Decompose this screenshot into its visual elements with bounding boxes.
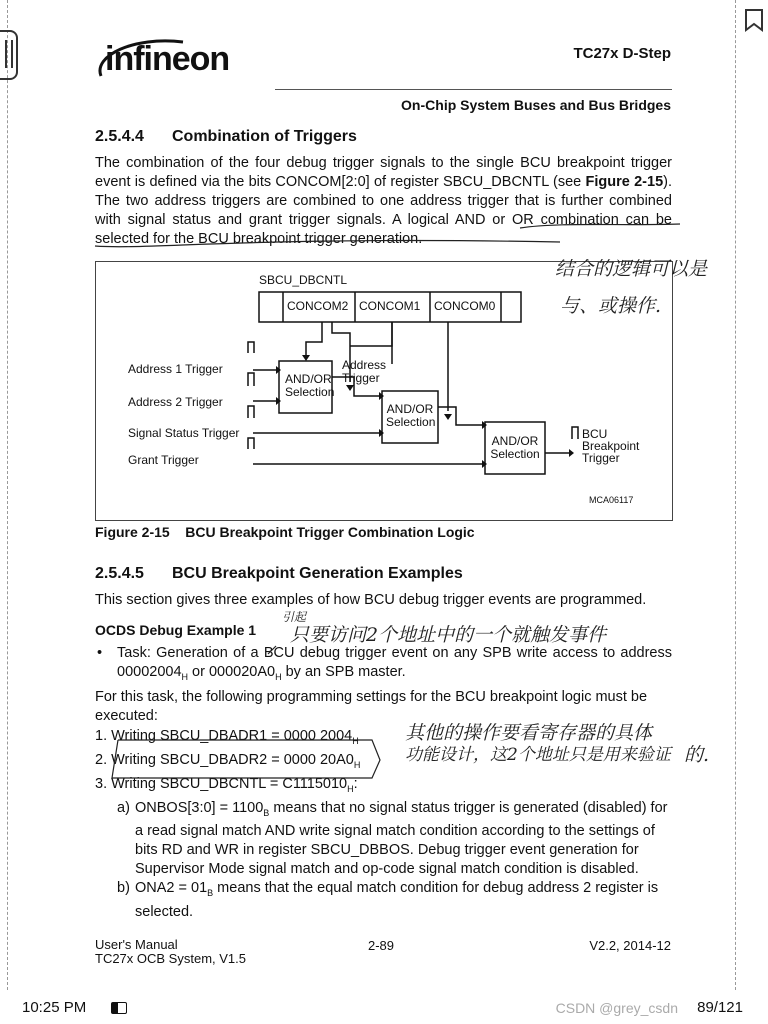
handwritten-note: 其他的操作要看寄存器的具体 [405, 722, 653, 744]
register-label: SBCU_DBCNTL [259, 273, 348, 287]
watermark: CSDN @grey_csdn [555, 1000, 678, 1016]
bcu-output-label: BCU Breakpoint Trigger [582, 427, 640, 465]
field-concom0: CONCOM0 [434, 299, 496, 313]
footer-version: V2.2, 2014-12 [589, 938, 671, 953]
page-indicator: 89/121 [697, 999, 743, 1016]
battery-icon [111, 1002, 127, 1014]
field-concom2: CONCOM2 [287, 299, 349, 313]
steps-list: 1. Writing SBCU_DBADR1 = 0000 $2004_H$ 2. Writing SBCU_DBADR2 = 0000 $20A0_H$ 3. Writing SBCU_DBCNTL = $C1115010_H$: a) ONBOS[3:0] = $1100_B$ means that no signal status trigger is generated (disabled) for a read signal match AND write signal match condition according to the settings of bits RD and WR in register SBCU_DBBOS. Debug trigger event generation for Supervisor Mode signal match and op-code signal match condition is disabled. b) $ONA2 = 01_B$ means that the equal match condition for debug address 2 register is selected. [95, 727, 668, 921]
status-time: 10:25 PM [22, 999, 87, 1016]
input-signal-status: Signal Status Trigger [128, 426, 240, 440]
handwritten-note: 只要访问2个地址中的一个就触发事件 [290, 624, 607, 646]
footer-page: 2-89 [368, 938, 395, 953]
footer-left: User's Manual TC27x OCB System, V1.5 [95, 937, 246, 966]
doc-title: TC27x D-Step [573, 45, 671, 62]
task-item: • Task: Generation of a BCU debug trigger event on any SPB write access to address $00002004_H$ or $000020A0_H$ by an SPB master. [97, 645, 672, 682]
address-trigger-label: Address Trigger [342, 358, 387, 385]
handwritten-note: 结合的逻辑可以是 [555, 258, 708, 280]
handwritten-note: 与、或操作. [560, 295, 662, 317]
handwritten-note: 的. [684, 744, 710, 766]
block-2: AND/OR Selection [386, 402, 436, 429]
section-title: On-Chip System Buses and Bus Bridges [401, 97, 671, 113]
example-heading: OCDS Debug Example 1 [95, 622, 257, 638]
diagram-id: MCA06117 [589, 495, 634, 505]
section-2545: 2.5.4.5 BCU Breakpoint Generation Examples This section gives three examples of how BCU debug trigger events are programmed. OCDS Debug Example 1 • Task: Generation of a BCU debug trigger event on any SPB write access to address $00002004_H$ or $000020A0_H$ by an SPB master. For this task, the following programming settings for the BCU breakpoint logic must be executed: 1. Writing SBCU_DBADR1 = 0000 $2004_H$ 2. Writing SBCU_DBADR2 = 0000 $20A0_H$ 3. Writing SBCU_DBCNTL = $C1115010_H$: a) ONBOS[3:0] = $1100_B$ means that no signal status trigger is generated (disabled) for a read signal match AND write signal match condition according to the settings of bits RD and WR in register SBCU_DBBOS. Debug trigger event generation for Supervisor Mode signal match and op-code signal match condition is disabled. b) $ONA2 = 01_B$ means that the equal match condition for debug address 2 register is selected. [95, 565, 672, 921]
block-1: AND/OR Selection [285, 372, 335, 399]
figure-caption: Figure 2-15 BCU Breakpoint Trigger Combination Logic [95, 524, 475, 540]
handwritten-note: 引起 [282, 610, 307, 624]
input-address1: Address 1 Trigger [128, 362, 223, 376]
field-concom1: CONCOM1 [359, 299, 421, 313]
input-address2: Address 2 Trigger [128, 395, 223, 409]
handwritten-note: 功能设计，这2个地址只是用来验证 [405, 745, 671, 765]
input-grant: Grant Trigger [128, 453, 199, 467]
block-3: AND/OR Selection [490, 434, 540, 461]
figure-link[interactable]: Figure 2-15 [585, 174, 664, 190]
section-2544: 2.5.4.4 Combination of Triggers The combination of the four debug trigger signals to the single BCU breakpoint trigger event is defined via the bits CONCOM[2:0] of register SBCU_DBCNTL (see Figure 2-15). The two address triggers are combined to one address trigger that is further combined with signal status and grant trigger signals. A logical AND or OR combination can be selected for the BCU breakpoint trigger generation. [95, 128, 672, 247]
infineon-logo: infineon [97, 40, 221, 79]
